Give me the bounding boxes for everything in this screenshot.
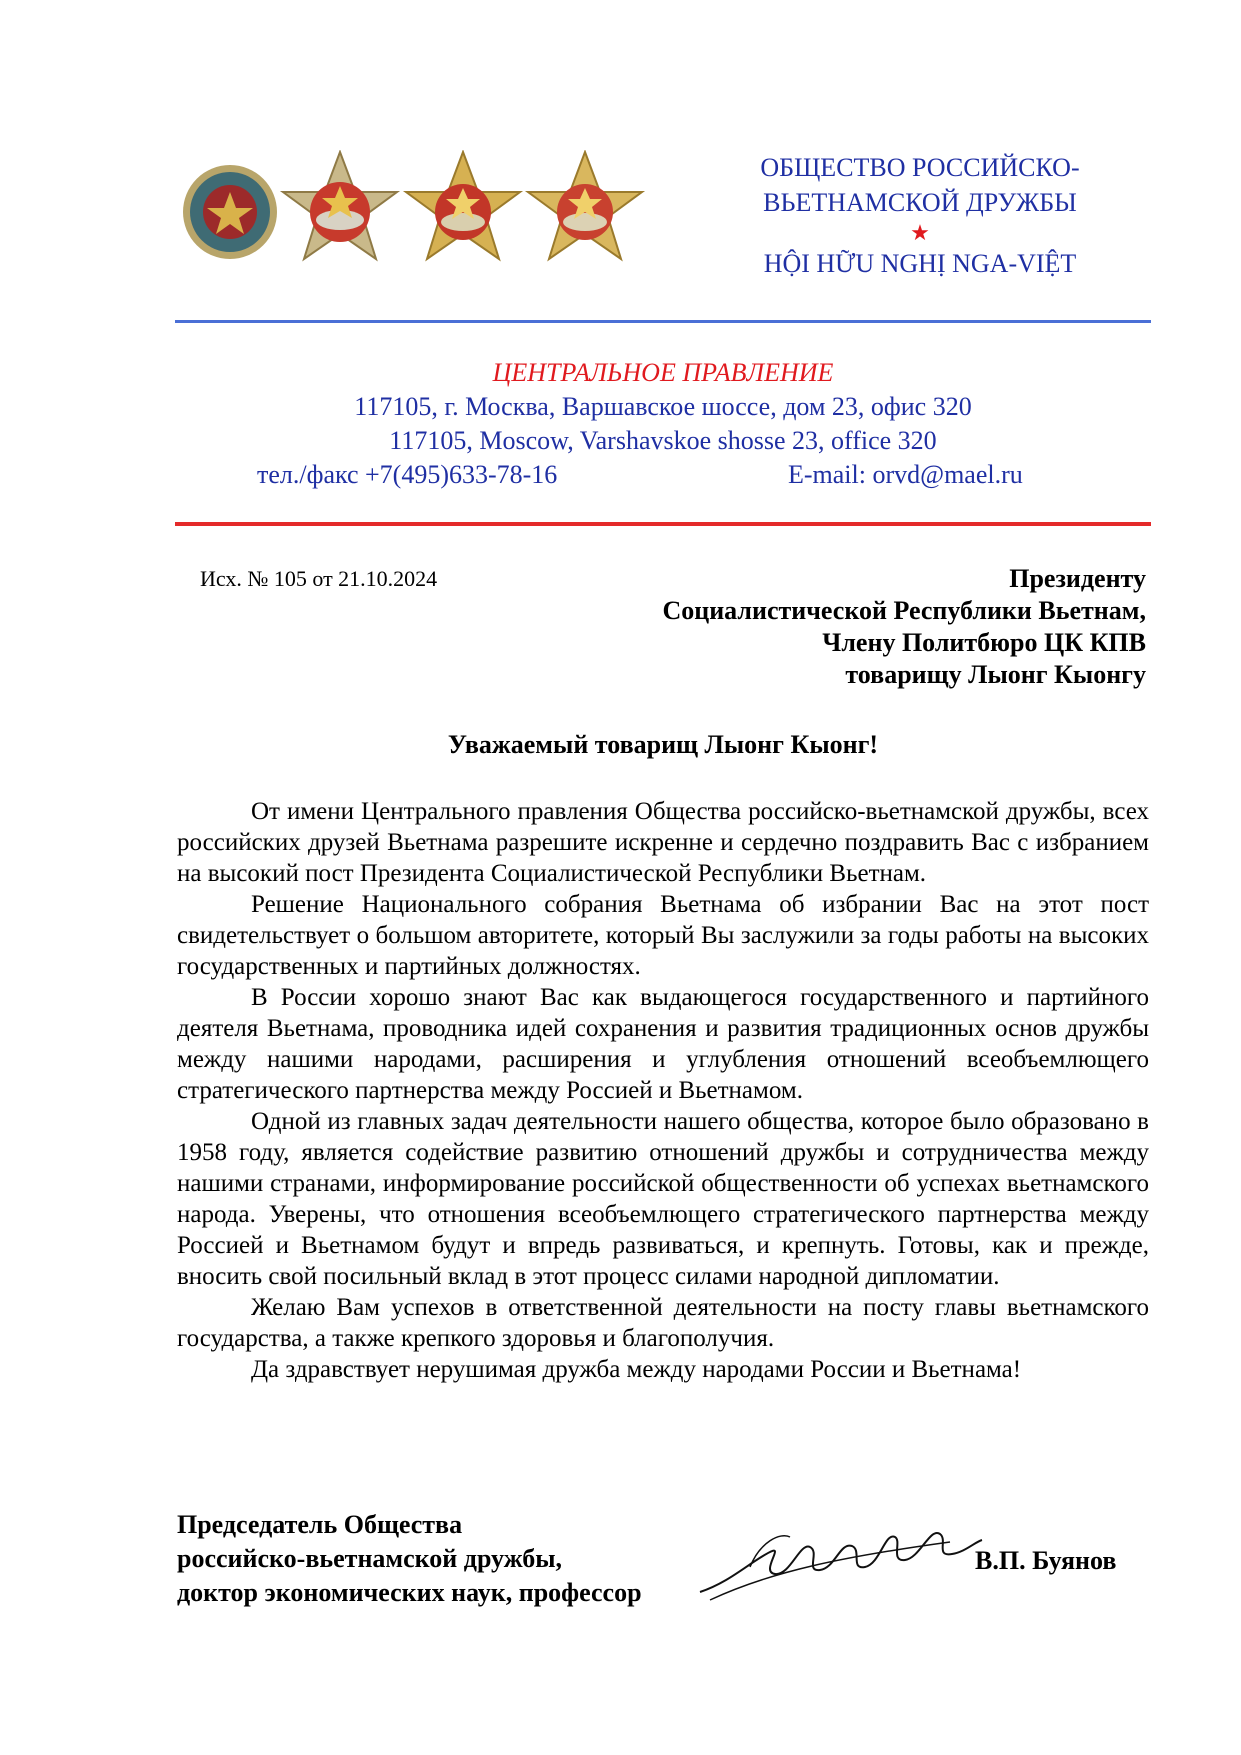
letter-body	[177, 796, 1149, 1385]
signatory-title-line: доктор экономических наук, профессор	[177, 1578, 642, 1607]
address-en: 117105, Moscow, Varshavskoe shosse 23, office 320	[389, 426, 937, 455]
org-name-vi: HỘI HỮU NGHỊ NGA-VIỆT	[763, 249, 1077, 278]
body-paragraph: В России хорошо знают Вас как выдающегося государственного и партийного деятеля Вьетнама, проводника идей сохранения и развития традиционных основ дружбы между нашими народами, расширения и углубления отношений всеобъемлющего стратегического партнерства между Россией и Вьетнамом.	[177, 984, 1149, 1104]
gold-star-medal-icon	[406, 152, 520, 259]
signatory-title-line: Председатель Общества	[177, 1510, 463, 1539]
signatory-title	[177, 1508, 642, 1610]
addressee-block	[662, 563, 1146, 691]
address-ru: 117105, г. Москва, Варшавское шоссе, дом 23, офис 320	[354, 392, 972, 421]
salutation: Уважаемый товарищ Лыонг Кыонг!	[447, 730, 879, 759]
body-paragraph: От имени Центрального правления Общества российско-вьетнамской дружбы, всех российских друзей Вьетнама разрешите искренне и сердечно поздравить Вас с избранием на высокий пост Президента Социалистической Республики Вьетнам.	[177, 798, 1149, 887]
round-medal-icon	[183, 165, 277, 259]
addressee-line: Президенту	[1009, 564, 1146, 593]
body-paragraph: Желаю Вам успехов в ответственной деятельности на посту главы вьетнамского государства, а также крепкого здоровья и благополучия.	[177, 1294, 1149, 1352]
gold-star-medal-icon	[528, 152, 642, 259]
handwritten-signature	[690, 1512, 990, 1607]
red-star-icon: ★	[910, 220, 930, 245]
organization-name	[700, 150, 1140, 281]
addressee-line: Социалистической Республики Вьетнам,	[662, 596, 1146, 625]
red-divider	[175, 522, 1151, 526]
phone-fax: тел./факс +7(495)633-78-16	[257, 460, 558, 489]
board-title: ЦЕНТРАЛЬНОЕ ПРАВЛЕНИЕ	[492, 358, 834, 387]
org-name-ru-line1: ОБЩЕСТВО РОССИЙСКО-	[760, 153, 1080, 182]
body-paragraph: Одной из главных задач деятельности нашего общества, которое было образовано в 1958 году, является содействие развитию отношений дружбы и сотрудничества между нашими странами, информирование российской общественности об успехах вьетнамского народа. Уверены, что отношения всеобъемлющего стратегического партнерства между Россией и Вьетнамом будут и впредь развиваться, и крепнуть. Готовы, как и прежде, вносить свой посильный вклад в этот процесс силами народной дипломатии.	[177, 1108, 1149, 1290]
email-address: E-mail: orvd@mael.ru	[788, 460, 1023, 489]
outgoing-number: Исх. № 105 от 21.10.2024	[200, 566, 438, 591]
org-name-ru-line2: ВЬЕТНАМСКОЙ ДРУЖБЫ	[763, 188, 1077, 217]
medals-image	[180, 150, 665, 275]
board-contacts	[175, 356, 1151, 492]
signatory-title-line: российско-вьетнамской дружбы,	[177, 1544, 563, 1573]
star-medal-icon	[283, 152, 397, 259]
body-paragraph: Да здравствует нерушимая дружба между народами России и Вьетнама!	[251, 1356, 1022, 1383]
body-paragraph: Решение Национального собрания Вьетнама об избрании Вас на этот пост свидетельствует о большом авторитете, который Вы заслужили за годы работы на высоких государственных и партийных должностях.	[177, 891, 1149, 980]
addressee-line: Члену Политбюро ЦК КПВ	[822, 628, 1146, 657]
blue-divider	[175, 320, 1151, 323]
signatory-name: В.П. Буянов	[975, 1546, 1117, 1575]
addressee-line: товарищу Лыонг Кыонгу	[845, 660, 1146, 689]
